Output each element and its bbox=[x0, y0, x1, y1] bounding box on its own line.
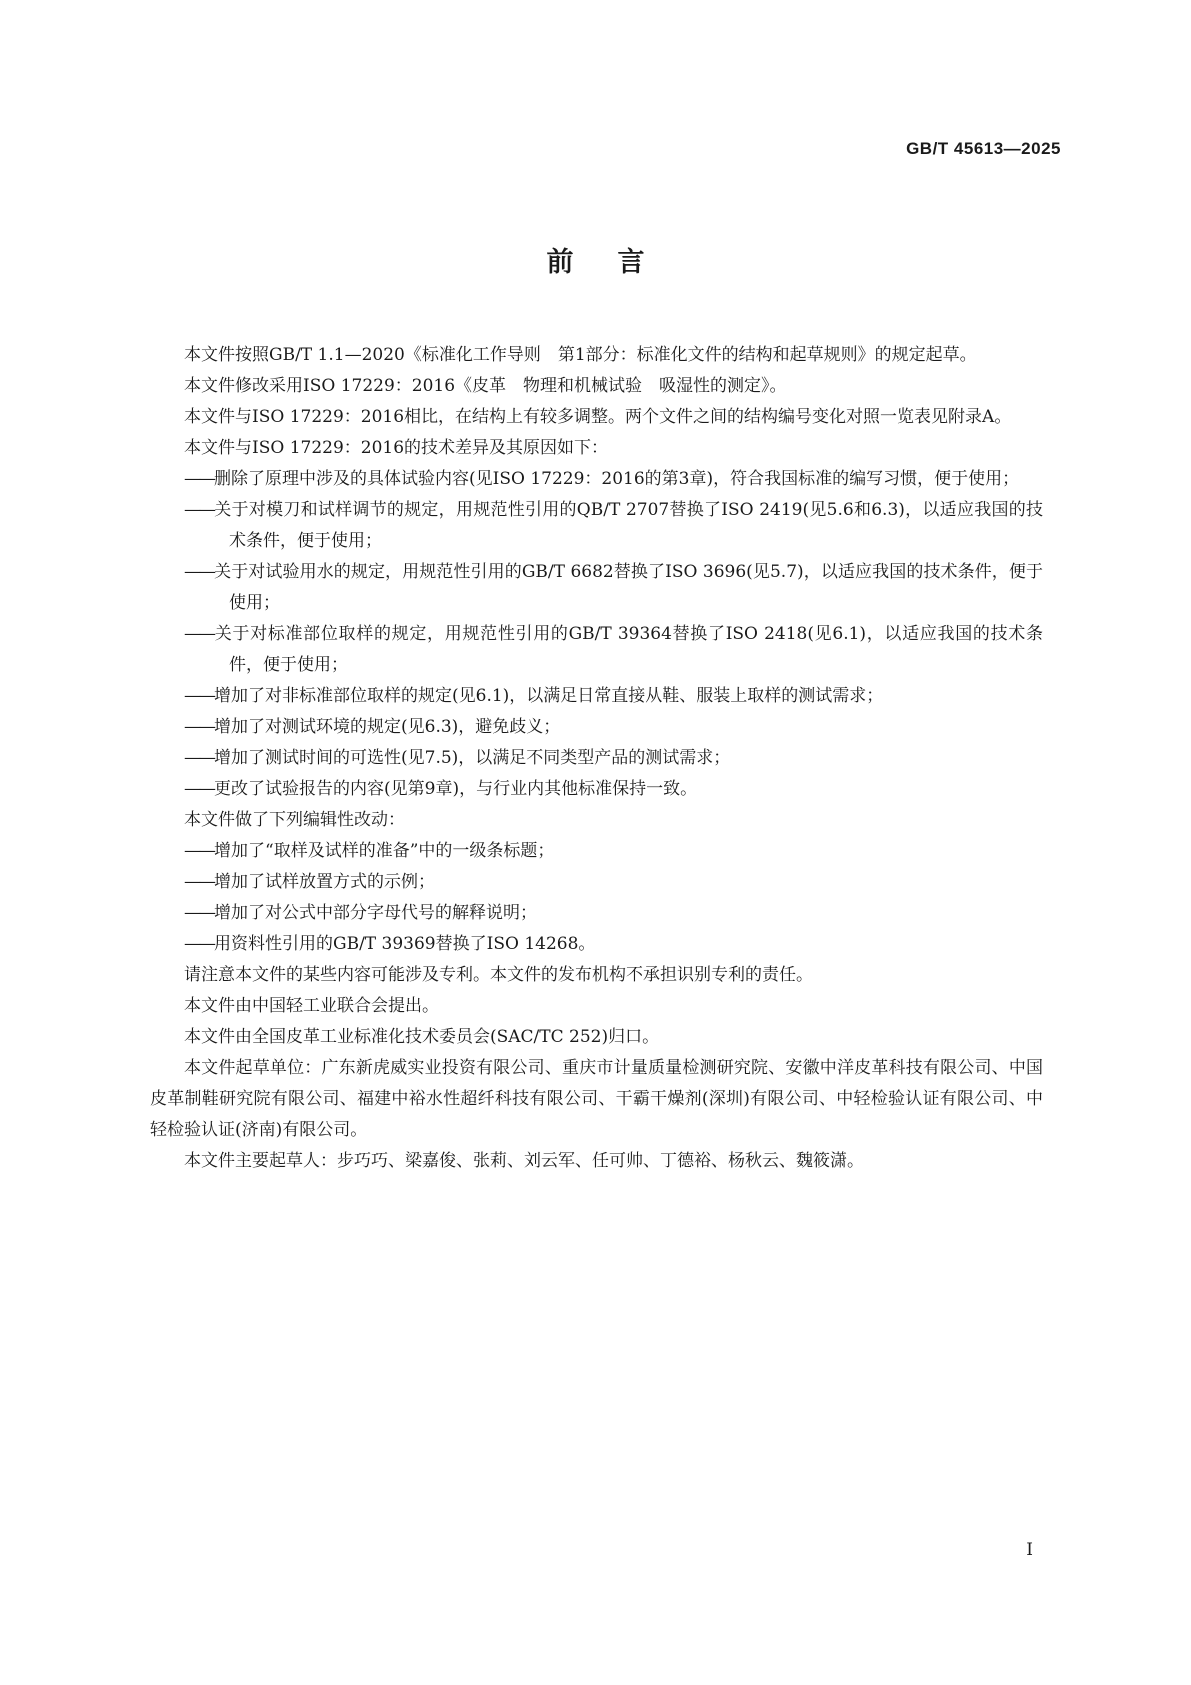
dash-mark: —— bbox=[184, 934, 214, 954]
list-item: ——删除了原理中涉及的具体试验内容(见ISO 17229：2016的第3章)，符合我国标准的编写习惯，便于使用； bbox=[184, 469, 1020, 489]
foreword-body bbox=[150, 340, 1043, 1177]
list-item: ——关于对标准部位取样的规定，用规范性引用的GB/T 39364替换了ISO 2418(见6.1)，以适应我国的技术条件，便于使用； bbox=[184, 624, 1043, 675]
dash-mark: —— bbox=[184, 748, 214, 768]
dash-mark: —— bbox=[184, 562, 214, 582]
paragraph-technical-differences-intro: 本文件与ISO 17229：2016的技术差异及其原因如下： bbox=[184, 438, 609, 458]
editorial-changes-list bbox=[150, 836, 1043, 960]
list-item: ——增加了对测试环境的规定(见6.3)，避免歧义； bbox=[184, 717, 561, 737]
list-item: ——增加了试样放置方式的示例； bbox=[184, 872, 435, 892]
dash-mark: —— bbox=[184, 624, 214, 644]
list-item: ——更改了试验报告的内容(见第9章)，与行业内其他标准保持一致。 bbox=[184, 779, 698, 799]
document-code: GB/T 45613—2025 bbox=[906, 139, 1061, 158]
paragraph-drafters: 本文件主要起草人：步巧巧、梁嘉俊、张莉、刘云军、任可帅、丁德裕、杨秋云、魏筱潇。 bbox=[184, 1151, 864, 1171]
dash-mark: —— bbox=[184, 500, 214, 520]
paragraph-committee: 本文件由全国皮革工业标准化技术委员会(SAC/TC 252)归口。 bbox=[184, 1027, 660, 1047]
paragraph-patent-notice: 请注意本文件的某些内容可能涉及专利。本文件的发布机构不承担识别专利的责任。 bbox=[184, 965, 813, 985]
page-title: 前言 bbox=[546, 247, 689, 278]
paragraph-drafting-rules: 本文件按照GB/T 1.1—2020《标准化工作导则 第1部分：标准化文件的结构和起草规则》的规定起草。 bbox=[184, 345, 977, 365]
paragraph-structure-changes: 本文件与ISO 17229：2016相比，在结构上有较多调整。两个文件之间的结构编号变化对照一览表见附录A。 bbox=[184, 407, 1012, 427]
list-item: ——关于对试验用水的规定，用规范性引用的GB/T 6682替换了ISO 3696(见5.7)，以适应我国的技术条件，便于使用； bbox=[184, 562, 1043, 613]
dash-mark: —— bbox=[184, 841, 214, 861]
paragraph-drafting-units: 本文件起草单位：广东新虎威实业投资有限公司、重庆市计量质量检测研究院、安徽中洋皮革科技有限公司、中国皮革制鞋研究院有限公司、福建中裕水性超纤科技有限公司、干霸干燥剂(深圳)有限公司、中轻检验认证有限公司、中轻检验认证(济南)有限公司。 bbox=[150, 1058, 1043, 1140]
paragraph-editorial-changes-intro: 本文件做了下列编辑性改动： bbox=[184, 810, 405, 830]
list-item: ——增加了对公式中部分字母代号的解释说明； bbox=[184, 903, 537, 923]
dash-mark: —— bbox=[184, 903, 214, 923]
technical-differences-list bbox=[150, 464, 1043, 805]
list-item: ——关于对模刀和试样调节的规定，用规范性引用的QB/T 2707替换了ISO 2419(见5.6和6.3)，以适应我国的技术条件，便于使用； bbox=[184, 500, 1043, 551]
list-item: ——增加了对非标准部位取样的规定(见6.1)，以满足日常直接从鞋、服装上取样的测试需求； bbox=[184, 686, 884, 706]
dash-mark: —— bbox=[184, 717, 214, 737]
dash-mark: —— bbox=[184, 779, 214, 799]
paragraph-adoption: 本文件修改采用ISO 17229：2016《皮革 物理和机械试验 吸湿性的测定》。 bbox=[184, 376, 787, 396]
dash-mark: —— bbox=[184, 872, 214, 892]
dash-mark: —— bbox=[184, 469, 214, 489]
list-item: ——用资料性引用的GB/T 39369替换了ISO 14268。 bbox=[184, 934, 596, 954]
list-item: ——增加了“取样及试样的准备”中的一级条标题； bbox=[184, 841, 555, 861]
paragraph-proposer: 本文件由中国轻工业联合会提出。 bbox=[184, 996, 439, 1016]
page-number: I bbox=[1026, 1540, 1033, 1560]
list-item: ——增加了测试时间的可选性(见7.5)，以满足不同类型产品的测试需求； bbox=[184, 748, 731, 768]
dash-mark: —— bbox=[184, 686, 214, 706]
